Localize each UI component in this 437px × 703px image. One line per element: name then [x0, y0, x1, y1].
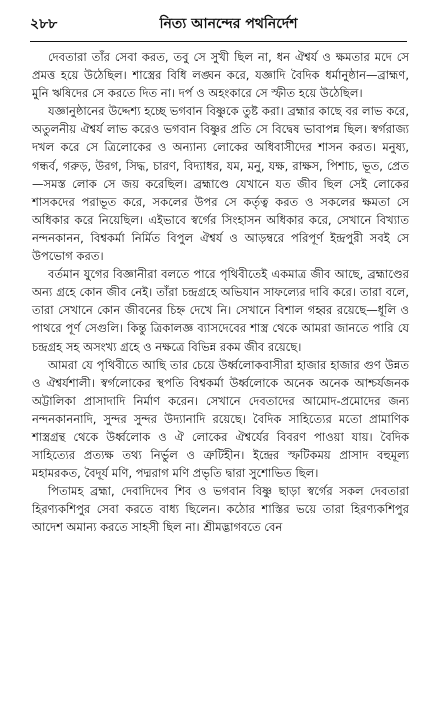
paragraph-2: যজ্ঞানুষ্ঠানের উদ্দেশ্য হচ্ছে ভগবান বিষ্ণুকে তুষ্ট করা। ব্রহ্মার কাছে বর লাভ করে, অতুলনীয় ঐশ্বর্য লাভ করেও ভগবান বিষ্ণুর প্রতি সে বিদ্বেষ ভাবাপন্ন ছিল। স্বর্গরাজ্য দখল করে সে ত্রিলোকের ও অন্যান্য লোকের অধিবাসীদের শাসন করত। মনুষ্য, গন্ধর্ব, গরুড়, উরগ, সিদ্ধ, চারণ, বিদ্যাধর, যম, মনু, যক্ষ, রাক্ষস, পিশাচ, ভূত, প্রেত—সমস্ত লোক সে জয় করেছিল। ব্রহ্মাণ্ডে যেখানে যত জীব ছিল সেই লোকের শাসকদের পরাভূত করে, সকলের উপর সে কর্তৃত্ব করত ও সকলের ক্ষমতা সে অধিকার করে নিয়েছিল। এইভাবে স্বর্গের সিংহাসন অধিকার করে, সেখানে বিখ্যাত নন্দনকানন, বিশ্বকর্মা নির্মিত বিপুল ঐশ্বর্য ও আড়ম্বরে পরিপূর্ণ ইন্দ্রপুরী সবই সে উপভোগ করত। — [32, 104, 409, 264]
header-rule — [30, 41, 407, 42]
paragraph-1: দেবতারা তাঁর সেবা করত, তবু সে সুখী ছিল না, ধন ঐশ্বর্য ও ক্ষমতার মদে সে প্রমত্ত হয়ে উঠেছিল। শাস্ত্রের বিধি লঙ্ঘন করে, যজ্ঞাদি বৈদিক ধর্মানুষ্ঠান—ব্রাহ্মণ, মুনি ঋষিদের সে করতে দিত না। দর্প ও অহংকারে সে স্ফীত হয়ে উঠেছিল। — [32, 50, 409, 101]
paragraph-5: পিতামহ ব্রহ্মা, দেবাদিদেব শিব ও ভগবান বিষ্ণু ছাড়া স্বর্গের সকল দেবতারা হিরণ্যকশিপুর সেবা করতে বাধ্য ছিলেন। কঠোর শাস্তির ভয়ে তারা হিরণ্যকশিপুর আদেশ অমান্য করতে সাহসী ছিল না। শ্রীমদ্ভাগবতে বেন — [32, 484, 409, 535]
body-text — [32, 48, 409, 537]
paragraph-3: বর্তমান যুগের বিজ্ঞানীরা বলতে পারে পৃথিবীতেই একমাত্র জীব আছে, ব্রহ্মাণ্ডের অন্য গ্রহে কোন জীব নেই। তাঁরা চন্দ্রগ্রহে অভিযান সাফল্যের দাবি করে। তারা বলে, তারা সেখানে কোন জীবনের চিহ্ন দেখে নি। সেখানে বিশাল গহ্বর রয়েছে—ধূলি ও পাথরে পূর্ণ সেগুলি। কিন্তু ত্রিকালজ্ঞ ব্যাসদেবের শাস্ত্র থেকে আমরা জানতে পারি যে চন্দ্রগ্রহ সহ অসংখ্য গ্রহে ও নক্ষত্রে বিভিন্ন রকম জীব রয়েছে। — [32, 267, 409, 354]
paragraph-4: আমরা যে পৃথিবীতে আছি তার চেয়ে উর্ধ্বলোকবাসীরা হাজার হাজার গুণ উন্নত ও ঐশ্বর্যশালী। স্বর্গলোকের স্থপতি বিশ্বকর্মা উর্ধ্বলোকে অনেক অনেক আশ্চর্যজনক অট্টালিকা প্রাসাদাদি নির্মাণ করেন। সেখানে দেবতাদের আমোদ-প্রমোদের জন্য নন্দনকাননাদি, সুন্দর সুন্দর উদ্যানাদি রয়েছে। বৈদিক সাহিত্যের মতো প্রামাণিক শাস্ত্রগ্রন্থ থেকে উর্ধ্বলোক ও ঐ লোকের ঐশ্বর্যের বিবরণ পাওয়া যায়। বৈদিক সাহিত্যের প্রত্যক্ষ তথ্য নির্ভুল ও ত্রুটিহীন। ইন্দ্রের স্ফটিকময় প্রাসাদ বহুমূল্য মহামরকত, বৈদূর্য মণি, পদ্মরাগ মণি প্রভৃতি দ্বারা সুশোভিত ছিল। — [32, 357, 409, 481]
running-title: নিত্য আনন্দের পথনির্দেশ — [159, 16, 298, 32]
page-number: ২৮৮ — [30, 16, 58, 32]
page-header — [30, 12, 407, 36]
